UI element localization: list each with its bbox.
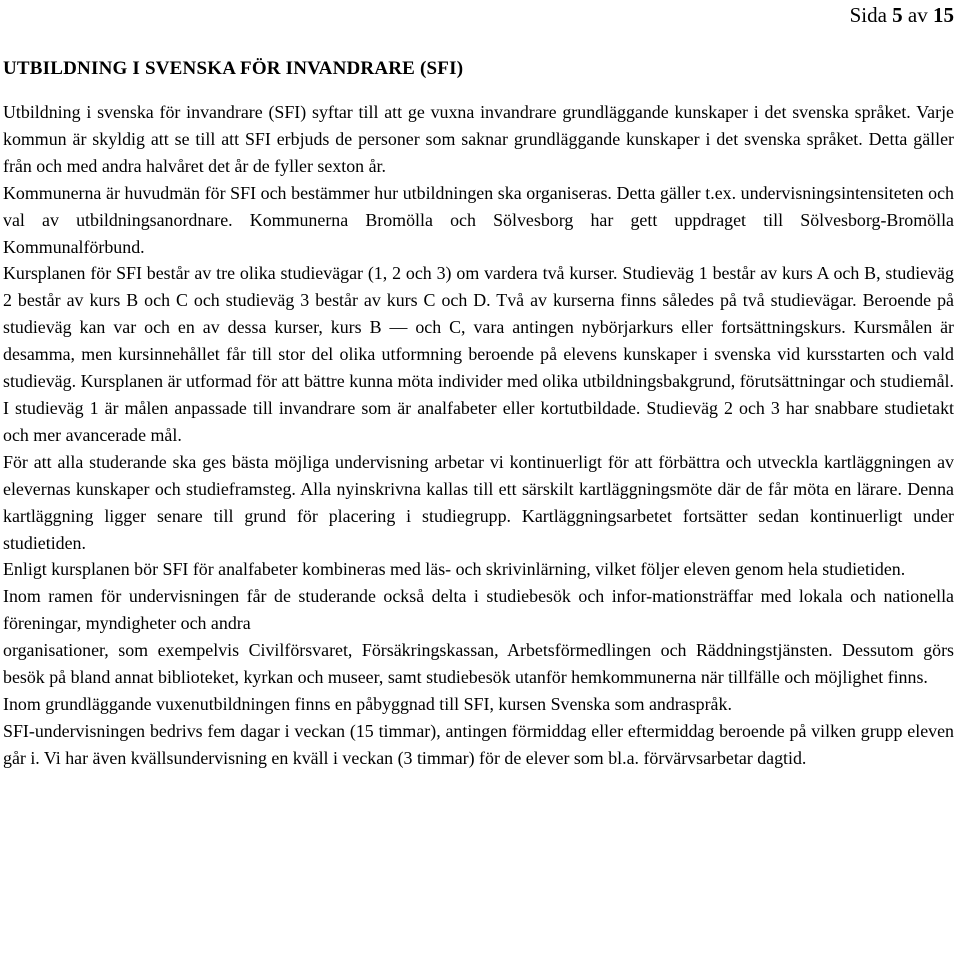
- page-number-total: 15: [933, 3, 954, 27]
- paragraph-mapping: För att alla studerande ska ges bästa möjliga undervisning arbetar vi kontinuerligt för att förbättra och utveckla kartläggningen av elevernas kunskaper och studieframsteg. Alla nyinskrivna kallas till ett särskilt kartläggningsmöte där de får möta en lärare. Denna kartläggning ligger senare till grund för placering i studiegrupp. Kartläggningsarbetet fortsätter sedan kontinuerligt under studietiden.: [3, 451, 954, 553]
- section-heading: UTBILDNING I SVENSKA FÖR INVANDRARE (SFI): [3, 58, 464, 79]
- paragraph-literacy: Enligt kursplanen bör SFI för analfabeter kombineras med läs- och skrivinlärning, vilket följer eleven genom hela studietiden.: [3, 559, 906, 580]
- page-number-separator: av: [902, 3, 933, 27]
- paragraph-organisations: organisationer, som exempelvis Civilförsvaret, Försäkringskassan, Arbetsförmedlingen och Räddningstjänsten. Dessutom görs besök på bland annat biblioteket, kyrkan och museer, samt studiebesök utanför hemkommunerna när tillfälle och möjlighet finns.: [3, 640, 954, 688]
- page-number: [850, 3, 954, 27]
- paragraph-study-visits: Inom ramen för undervisningen får de studerande också delta i studiebesök och infor-mationsträffar med lokala och nationella föreningar, myndigheter och andra: [3, 586, 954, 634]
- paragraph-continuation: Inom grundläggande vuxenutbildningen finns en påbyggnad till SFI, kursen Svenska som andraspråk.: [3, 693, 732, 714]
- paragraph-schedule: SFI-undervisningen bedrivs fem dagar i veckan (15 timmar), antingen förmiddag eller eftermiddag beroende på vilken grupp eleven går i. Vi har även kvällsundervisning en kväll i veckan (3 timmar) för de elever som bl.a. förvärvsarbetar dagtid.: [3, 720, 954, 768]
- paragraph-study-paths: Kursplanen för SFI består av tre olika studievägar (1, 2 och 3) om vardera två kurser. Studieväg 1 består av kurs A och B, studieväg 2 består av kurs B och C och studieväg 3 består av kurs C och D. Två av kurserna finns således på två studievägar. Beroende på studieväg kan var och en av dessa kurser, kurs B — och C, vara antingen nybörjarkurs eller fortsättningskurs. Kursmålen är desamma, men kursinnehållet får till stor del olika utformning beroende på elevens kunskaper i svenska vid kursstarten och vald studieväg. Kursplanen är utformad för att bättre kunna möta individer med olika utbildningsbakgrund, förutsättningar och studiemål. I studieväg 1 är målen anpassade till invandrare som är analfabeter eller kortutbildade. Studieväg 2 och 3 har snabbare studietakt och mer avancerade mål.: [3, 263, 954, 445]
- page-number-current: 5: [892, 3, 903, 27]
- section-body: [3, 99, 954, 772]
- page-number-prefix: Sida: [849, 3, 893, 27]
- paragraph-sfi-purpose: Utbildning i svenska för invandrare (SFI) syftar till att ge vuxna invandrare grundläggande kunskaper i det svenska språket. Varje kommun är skyldig att se till att SFI erbjuds de personer som saknar grundläggande kunskaper i det svenska språket. Detta gäller från och med andra halvåret det år de fyller sexton år.: [3, 102, 954, 176]
- paragraph-municipal-responsibility: Kommunerna är huvudmän för SFI och bestämmer hur utbildningen ska organiseras. Detta gäller t.ex. undervisningsintensiteten och val av utbildningsanordnare. Kommunerna Bromölla och Sölvesborg har gett uppdraget till Sölvesborg-Bromölla Kommunalförbund.: [3, 182, 954, 257]
